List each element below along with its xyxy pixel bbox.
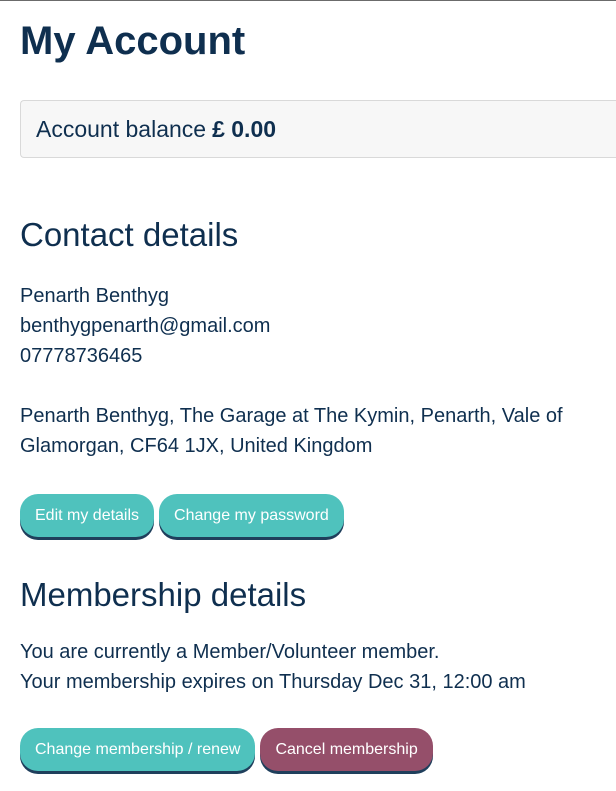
contact-name: Penarth Benthyg [20,285,169,307]
cancel-membership-button[interactable]: Cancel membership [260,728,432,771]
contact-info [20,281,616,371]
edit-details-button[interactable]: Edit my details [20,494,154,537]
contact-actions [20,494,616,537]
change-membership-button[interactable]: Change membership / renew [20,728,255,771]
membership-info [20,637,616,697]
membership-actions [20,728,616,771]
contact-email: benthygpenarth@gmail.com [20,315,271,337]
account-balance-amount: £ 0.00 [212,115,277,142]
membership-details-heading: Membership details [20,576,307,613]
change-password-button[interactable]: Change my password [159,494,344,537]
account-balance-label: Account balance [36,115,207,142]
account-balance-box [20,100,616,158]
contact-phone: 07778736465 [20,345,143,367]
contact-address: Penarth Benthyg, The Garage at The Kymin, Penarth, Vale of Glamorgan, CF64 1JX, United Kingdom [20,405,563,457]
membership-status: You are currently a Member/Volunteer member. [20,641,440,663]
page-title: My Account [20,19,246,63]
contact-details-heading: Contact details [20,216,239,253]
membership-expiry: Your membership expires on Thursday Dec 31, 12:00 am [20,671,526,693]
